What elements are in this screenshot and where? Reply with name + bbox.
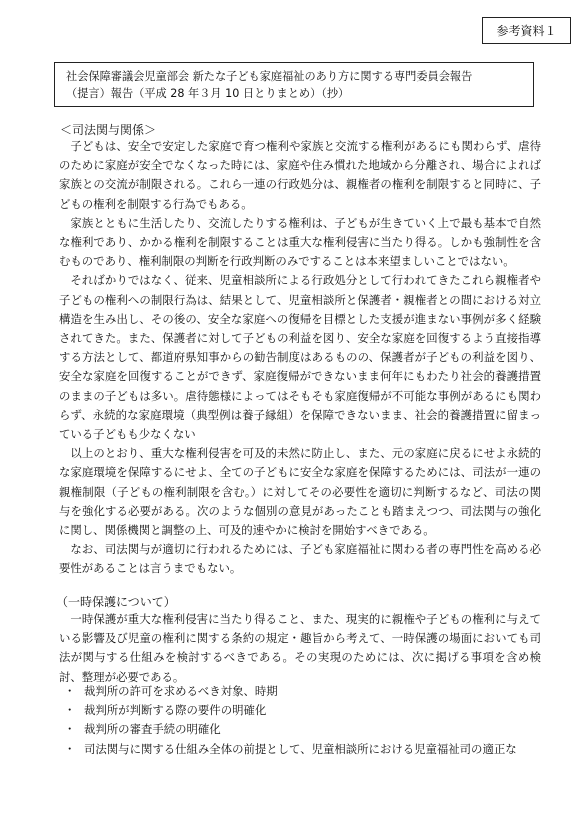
temporary-protection-body: [59, 610, 541, 687]
bullet-marker: ・: [64, 722, 76, 737]
subsection-title: （一時保護について）: [56, 595, 176, 609]
list-item-text: 司法関与に関する仕組み全体の前提として、児童相談所における児童福祉司の適正な: [84, 741, 517, 756]
bullet-marker: ・: [64, 741, 76, 756]
paragraph: 一時保護が重大な権利侵害に当たり得ること、また、現実的に親権や子どもの権利に与えている影響及び児童の権利に関する条約の規定・趣旨から考えて、一時保護の場面においても司法が関与する仕組みを検討するべきである。その実現のためには、次に掲げる事項を含め検討、整理が必要である。: [59, 612, 541, 684]
bullet-marker: ・: [64, 703, 76, 718]
section-title: ＜司法関与関係＞: [60, 123, 157, 137]
list-item-text: 裁判所の審査手続の明確化: [84, 722, 221, 737]
paragraph: 子どもは、安全で安定した家庭で育つ権利や家族と交流する権利があるにも関わらず、虐待のために家庭が安全でなくなった時には、家庭や住み慣れた地域から分離され、場合によれば家族との交流が制限される。これら一連の行政処分は、親権者の権利を制限すると同時に、子どもの権利を制限する行為でもある。: [59, 139, 541, 211]
report-title-line-2: （提言）報告（平成 28 年３月 10 日とりまとめ）（抄）: [66, 87, 350, 100]
report-title-line-1: 社会保障審議会児童部会 新たな子ども家庭福祉のあり方に関する専門委員会報告: [66, 70, 473, 83]
paragraph: そればかりではなく、従来、児童相談所による行政処分として行われてきたこれら親権者や子どもの権利への制限行為は、結果として、児童相談所と保護者・親権者との間における対立構造を生み出し、その後の、安全な家庭への復帰を目標とした支援が進まない事例が多く経験されてきた。また、保護者に対して子どもの利益を図り、安全な家庭を回復するよう直接指導する方法として、都道府県知事からの勧告制度はあるものの、保護者が子どもの利益を図り、安全な家庭を回復することができず、家庭復帰ができないまま何年にもわたり社会的養護措置のままの子どもは多い。虐待態様によってはそもそも家庭復帰が不可能な事例があるにも関わらず、永続的な家庭環境（典型例は養子縁組）を保障できないまま、社会的養護措置に留まっている子どもも少なくない: [59, 273, 541, 442]
reference-document-label: 参考資料１: [482, 17, 571, 44]
paragraph: なお、司法関与が適切に行われるためには、子ども家庭福祉に関わる者の専門性を高める必要性があることは言うまでもない。: [59, 542, 541, 576]
list-item: [64, 740, 517, 759]
list-item: [64, 701, 517, 720]
paragraph: 家族とともに生活したり、交流したりする権利は、子どもが生きていく上で最も基本で自然な権利であり、かかる権利を制限することは重大な権利侵害に当たり得る。しかも強制性を含むものであり、権利制限の判断を行政判断のみですることは本来望ましいことではない。: [59, 215, 541, 269]
list-item-text: 裁判所が判断する際の要件の明確化: [84, 703, 267, 718]
list-item: [64, 682, 517, 701]
list-item: [64, 720, 517, 739]
report-title-box: [54, 62, 534, 107]
paragraph: 以上のとおり、重大な権利侵害を可及的未然に防止し、また、元の家庭に戻るにせよ永続的な家庭環境を保障するにせよ、全ての子どもに安全な家庭を保障するためには、司法が一連の親権制限（子どもの権利制限を含む。）に対してその必要性を適切に判断するなど、司法の関与を強化する必要がある。次のような個別の意見があったことも踏まえつつ、司法関与の強化に関し、関係機関と調整の上、可及的速やかに検討を開始すべきである。: [59, 446, 541, 538]
bullet-list: [64, 682, 517, 759]
judicial-involvement-body: [59, 137, 541, 579]
bullet-marker: ・: [64, 684, 76, 698]
list-item-text: 裁判所の許可を求めるべき対象、時期: [84, 684, 278, 698]
